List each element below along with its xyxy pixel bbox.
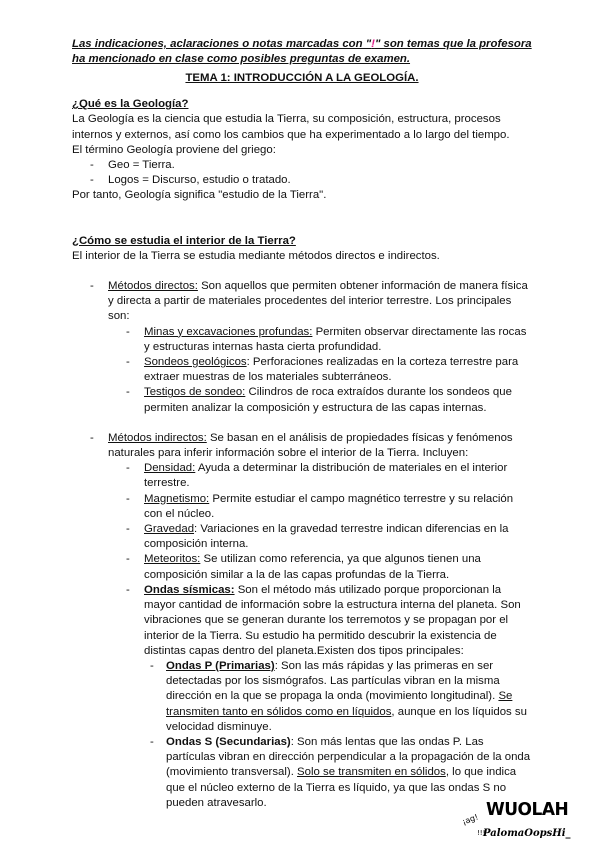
doodle-text: ¡ag! (460, 812, 480, 827)
p-wave-text: : Son las más rápidas y las primeras en ser detectadas por los sismógrafos. Las partículas vibran en la misma dirección en la que se propaga la onda (movimiento longitudinal). (166, 659, 500, 703)
etymology-list (72, 158, 532, 188)
list-item: - Geo = Tierra. (72, 158, 532, 173)
list-item (108, 461, 532, 491)
notice-mark: ! (371, 38, 375, 50)
list-item-direct-methods (72, 279, 532, 416)
section-heading-interior: ¿Cómo se estudia el interior de la Tierra? (72, 234, 296, 247)
item-label: Testigos de sondeo: (144, 386, 246, 399)
list-item-seismic (108, 583, 532, 811)
section-paragraph: El término Geología proviene del griego: (72, 143, 276, 156)
list-item-p-wave (144, 659, 532, 735)
wuolah-logo: WUOLAH (486, 799, 569, 821)
exam-notice (72, 37, 532, 67)
item-label: Gravedad (144, 523, 195, 536)
methods-list (72, 279, 532, 416)
list-item-s-wave (144, 735, 532, 811)
section-paragraph: El interior de la Tierra se estudia mediante métodos directos e indirectos. (72, 249, 440, 262)
item-text: Se utilizan como referencia, ya que algunos tienen una composición similar a la de las capas profundas de la Tierra. (144, 553, 481, 581)
item-text: Cilindros de roca extraídos durante los sondeos que permiten analizar la composición y estructura de las capas internas. (144, 386, 512, 414)
indirect-methods-sublist (108, 461, 532, 811)
author-username: PalomaOopsHi_ (483, 828, 571, 839)
notice-text-1: Las indicaciones, aclaraciones o notas marcadas con " (72, 38, 372, 50)
item-text: : Perforaciones realizadas en la corteza terrestre para extraer muestras de los materiales subterráneos. (144, 356, 519, 384)
direct-methods-label: Métodos directos: (108, 280, 198, 293)
indirect-methods-label: Métodos indirectos: (108, 431, 207, 444)
list-item-indirect-methods (72, 431, 532, 811)
section-paragraph: Por tanto, Geología significa "estudio de la Tierra". (72, 189, 327, 202)
methods-list-indirect (72, 431, 532, 811)
section-paragraph: La Geología es la ciencia que estudia la Tierra, su composición, estructura, procesos internos y externos, así como los cambios que ha experimentado a lo largo del tiempo. (72, 113, 510, 141)
document-page (72, 37, 532, 811)
item-text: Ayuda a determinar la distribución de materiales en el interior terrestre. (144, 462, 508, 490)
indirect-methods-text: Se basan en el análisis de propiedades físicas y fenómenos naturales para inferir información sobre el interior de la Tierra. Incluyen: (108, 431, 513, 460)
doodle-marks: !!! (477, 829, 486, 837)
list-item (108, 325, 532, 355)
s-wave-label: Ondas S (Secundarias) (166, 735, 291, 748)
s-wave-text: : Son más lentas que las ondas P. Las partículas vibran en dirección perpendicular a la propagación de la onda (movimiento transversal). (166, 735, 531, 779)
wave-types-list (144, 659, 532, 811)
page-title: TEMA 1: INTRODUCCIÓN A LA GEOLOGÍA. (185, 72, 419, 84)
item-label: Minas y excavaciones profundas: (144, 325, 313, 338)
item-label: Meteoritos: (144, 553, 201, 566)
list-item (108, 355, 532, 385)
list-item (108, 522, 532, 552)
p-wave-text-end: , aunque en los líquidos su velocidad disminuye. (166, 705, 527, 733)
s-wave-text-end: , lo que indica que el núcleo externo de la Tierra es líquido, ya que las ondas S no pueden atravesarlo. (166, 766, 517, 809)
seismic-label: Ondas sísmicas: (144, 583, 235, 596)
notice-text-2: " son temas que la profesora ha mencionado en clase como posibles preguntas de examen. (72, 38, 532, 65)
list-item: - Logos = Discurso, estudio o tratado. (72, 173, 532, 188)
item-label: Sondeos geológicos (144, 356, 247, 369)
item-text: Permiten observar directamente las rocas y estructuras internas hasta cierta profundidad. (144, 325, 527, 353)
section-heading-geology: ¿Qué es la Geología? (72, 98, 189, 111)
direct-methods-text: Son aquellos que permiten obtener información de manera física y directa a partir de materiales procedentes del interior terrestre. Los principales son: (108, 280, 528, 323)
item-text: Permite estudiar el campo magnético terrestre y su relación con el núcleo. (144, 492, 514, 520)
item-label: Magnetismo: (144, 492, 210, 505)
item-label: Densidad: (144, 462, 196, 475)
p-wave-label: Ondas P (Primarias) (166, 659, 275, 672)
s-wave-highlight: Solo se transmiten en sólidos (297, 766, 446, 779)
list-item (108, 552, 532, 582)
direct-methods-sublist (108, 325, 532, 416)
list-item (108, 385, 532, 415)
seismic-text: Son el método más utilizado porque proporcionan la mayor cantidad de información sobre la estructura interna del planeta. Son vibraciones que se generan durante los terremotos y se propagan por el interior de la Tierra. Su estudio ha permitido descubrir la existencia de distintas capas dentro del planeta.Existen dos tipos principales: (144, 583, 521, 657)
list-item (108, 492, 532, 522)
item-text: : Variaciones en la gravedad terrestre indican diferencias en la composición interna. (144, 523, 509, 551)
p-wave-highlight: Se transmiten tanto en sólidos como en líquidos (166, 690, 513, 718)
